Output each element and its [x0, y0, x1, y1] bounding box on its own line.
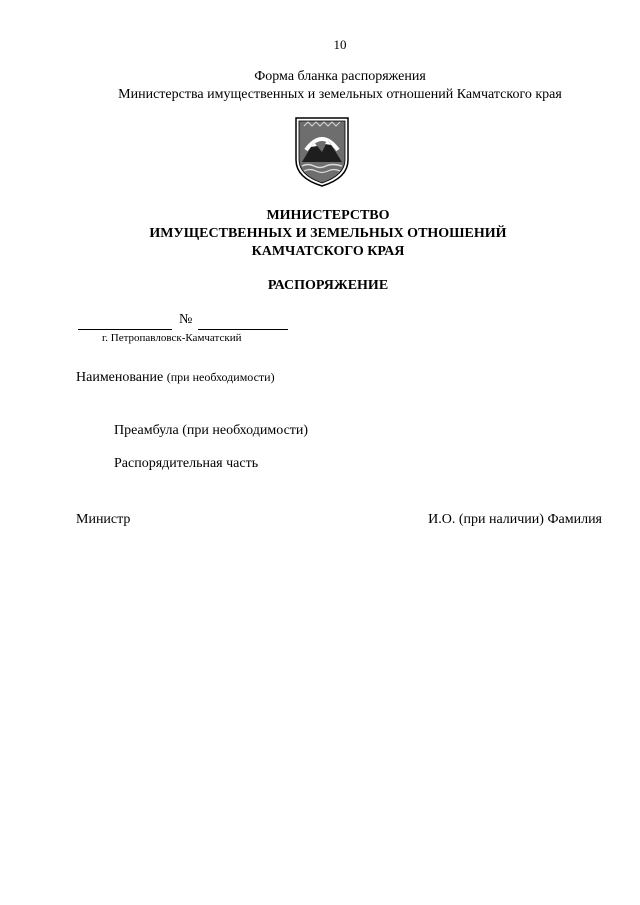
preamble: Преамбула (при необходимости) [114, 423, 309, 438]
naming-note: (при необходимости) [166, 370, 275, 384]
document-type: РАСПОРЯЖЕНИЕ [267, 278, 389, 293]
coat-of-arms-icon [294, 116, 350, 188]
signature-position: Министр [76, 512, 131, 527]
organization-line-3: КАМЧАТСКОГО КРАЯ [251, 244, 405, 259]
form-title [0, 68, 640, 104]
orders-section: Распорядительная часть [114, 456, 259, 471]
naming-label: Наименование [76, 370, 164, 385]
organization-name [0, 207, 640, 261]
page-number: 10 [333, 37, 347, 52]
organization-line-1: МИНИСТЕРСТВО [266, 208, 390, 223]
form-title-line-2: Министерства имущественных и земельных отношений Камчатского края [118, 87, 562, 102]
organization-line-2: ИМУЩЕСТВЕННЫХ И ЗЕМЕЛЬНЫХ ОТНОШЕНИЙ [149, 226, 507, 241]
signature-name: И.О. (при наличии) Фамилия [428, 512, 602, 527]
document-naming [76, 370, 275, 386]
city: г. Петропавловск-Камчатский [102, 332, 242, 344]
date-blank-line [78, 318, 172, 330]
number-sign: № [179, 312, 193, 327]
number-blank-line [198, 318, 288, 330]
form-title-line-1: Форма бланка распоряжения [254, 69, 426, 84]
